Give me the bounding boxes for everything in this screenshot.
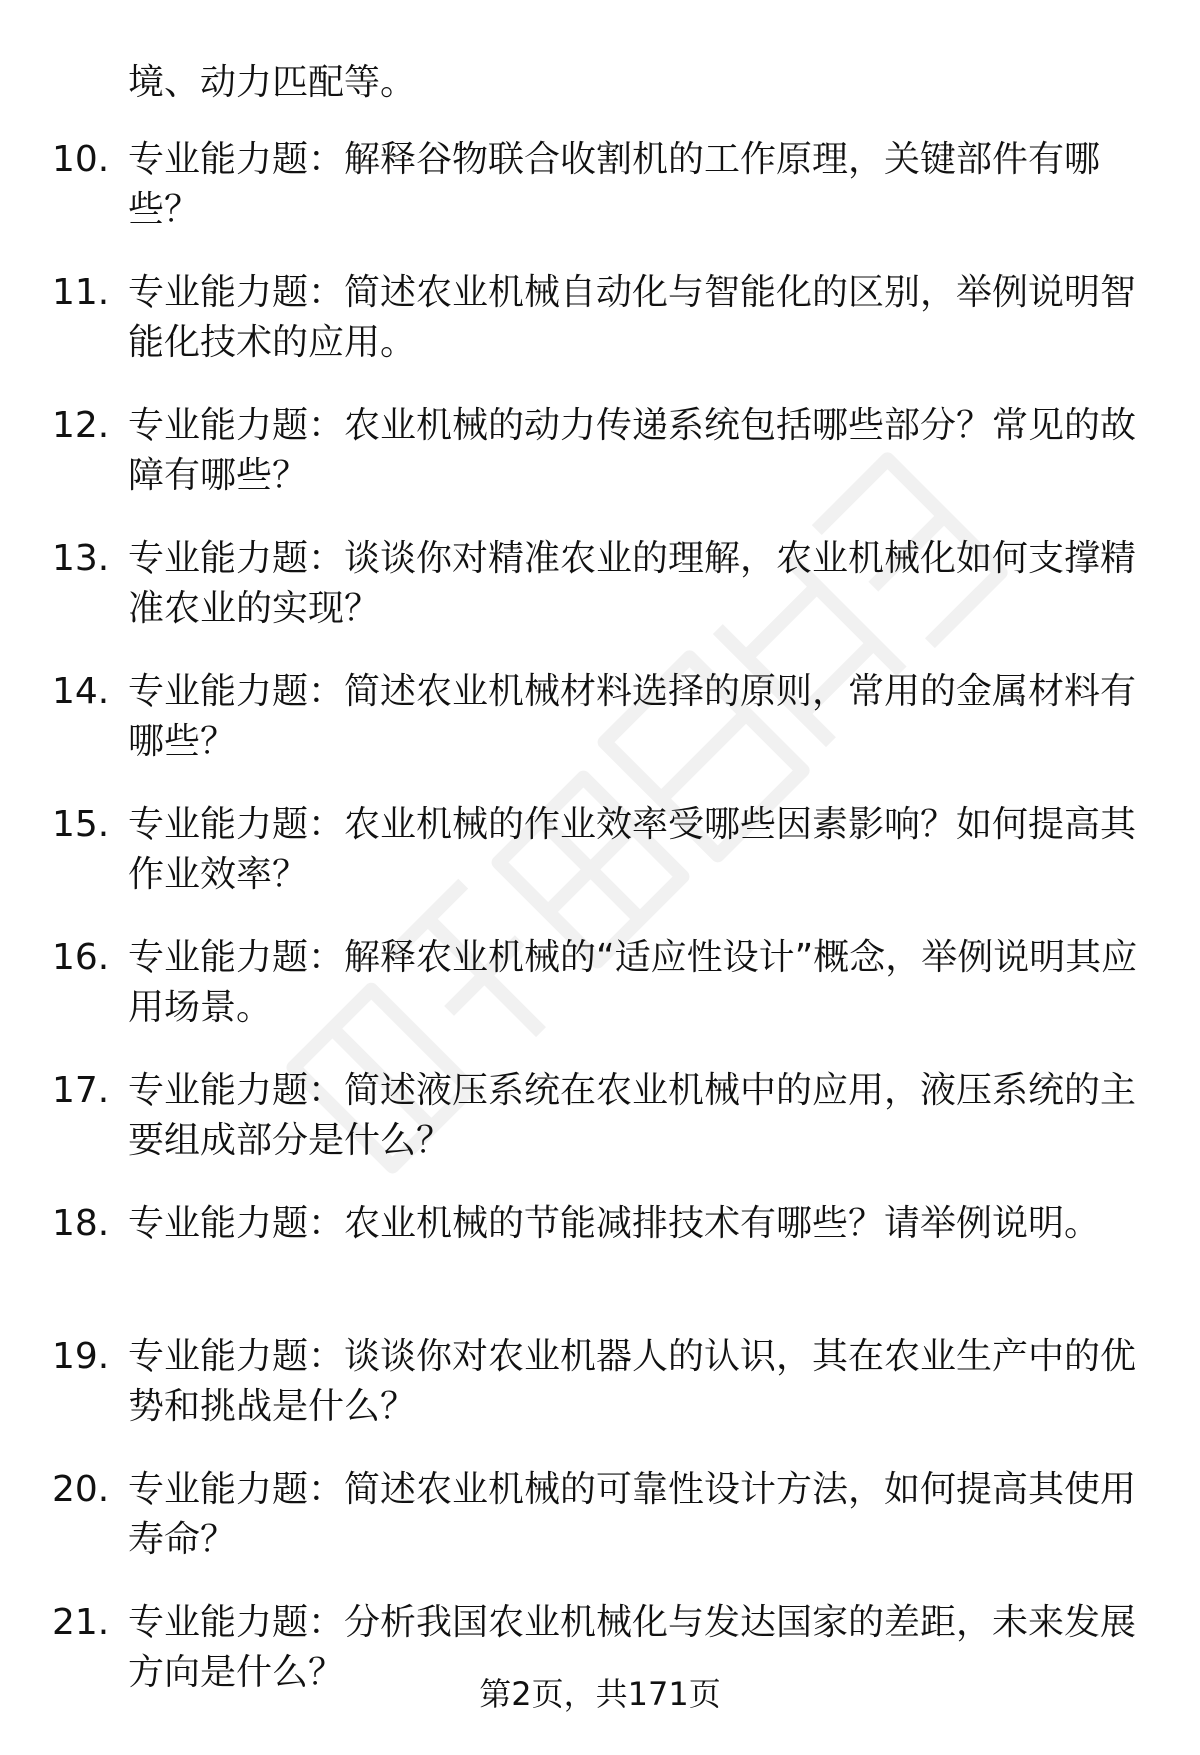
question-item [0, 667, 1200, 800]
question-text: 专业能力题：简述农业机械的可靠性设计方法，如何提高其使用寿命？ [128, 1469, 1137, 1560]
question-item [0, 135, 1200, 268]
question-number: 10. [52, 139, 110, 180]
question-number: 20. [52, 1469, 110, 1510]
question-text: 专业能力题：简述液压系统在农业机械中的应用，液压系统的主要组成部分是什么？ [128, 1070, 1137, 1161]
question-number: 21. [52, 1602, 110, 1643]
question-text: 专业能力题：解释农业机械的“适应性设计”概念，举例说明其应用场景。 [128, 937, 1138, 1028]
question-item [0, 1332, 1200, 1465]
question-text: 专业能力题：农业机械的节能减排技术有哪些？请举例说明。 [128, 1203, 1101, 1244]
question-number: 11. [52, 272, 110, 313]
question-item [0, 933, 1200, 1066]
question-text: 专业能力题：谈谈你对农业机器人的认识，其在农业生产中的优势和挑战是什么？ [128, 1336, 1137, 1427]
page-footer: 第2页，共171页 [479, 1675, 721, 1713]
question-text: 专业能力题：农业机械的作业效率受哪些因素影响？如何提高其作业效率？ [128, 804, 1137, 895]
question-text: 专业能力题：谈谈你对精准农业的理解，农业机械化如何支撑精准农业的实现？ [128, 538, 1137, 629]
question-text: 专业能力题：简述农业机械自动化与智能化的区别，举例说明智能化技术的应用。 [128, 272, 1137, 363]
continuation-text: 境、动力匹配等。 [128, 62, 417, 103]
question-number: 19. [52, 1336, 110, 1377]
question-number: 16. [52, 937, 110, 978]
question-text: 专业能力题：农业机械的动力传递系统包括哪些部分？常见的故障有哪些？ [128, 405, 1137, 496]
question-item [0, 800, 1200, 933]
question-number: 15. [52, 804, 110, 845]
question-list [0, 135, 1200, 1731]
question-item [0, 1465, 1200, 1598]
question-item [0, 1199, 1200, 1332]
question-item [0, 534, 1200, 667]
question-text: 专业能力题：解释谷物联合收割机的工作原理，关键部件有哪些？ [128, 139, 1101, 230]
question-text: 专业能力题：分析我国农业机械化与发达国家的差距，未来发展方向是什么？ [128, 1602, 1137, 1693]
question-number: 17. [52, 1070, 110, 1111]
question-text: 专业能力题：简述农业机械材料选择的原则，常用的金属材料有哪些？ [128, 671, 1137, 762]
question-item [0, 401, 1200, 534]
question-number: 12. [52, 405, 110, 446]
question-number: 14. [52, 671, 110, 712]
question-item [0, 268, 1200, 401]
question-number: 13. [52, 538, 110, 579]
question-number: 18. [52, 1203, 110, 1244]
question-item [0, 1066, 1200, 1199]
